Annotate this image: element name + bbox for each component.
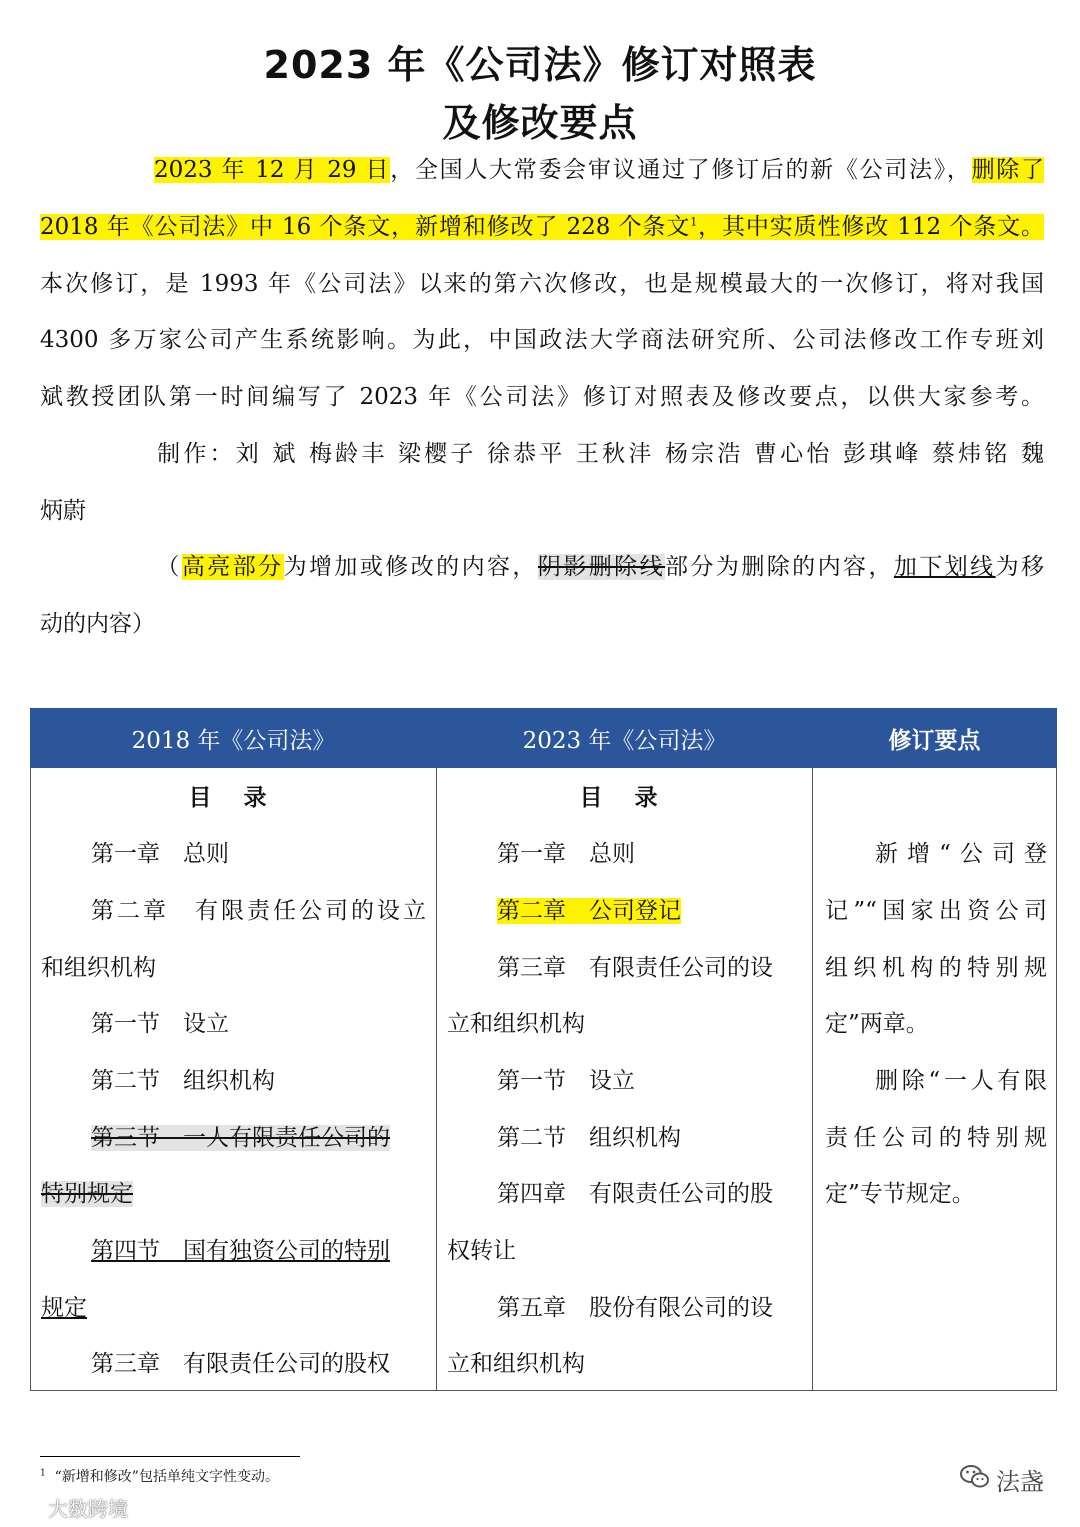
legend-line-2: 动的内容） xyxy=(40,611,155,637)
header-revision-points: 修订要点 xyxy=(813,709,1057,768)
note-line: 记”“国家出资公司 xyxy=(825,898,1047,924)
intro-line-1: 2023 年 12 月 29 日，全国人大常委会审议通过了修订后的新《公司法》，删除了 xyxy=(154,157,1045,183)
footnote-divider xyxy=(40,1456,300,1457)
legend-strike-sample: 阴影删除线 xyxy=(537,554,666,580)
toc-item-moved: 第四节 国有独资公司的特别 xyxy=(91,1238,390,1264)
toc-item: 第三章 有限责任公司的设 xyxy=(497,955,773,981)
watermark-wechat: 法盏 xyxy=(960,1462,1044,1497)
toc-item: 第一章 总则 xyxy=(91,841,229,867)
toc-item: 和组织机构 xyxy=(41,955,156,981)
toc-item: 第一节 设立 xyxy=(91,1011,229,1037)
intro-line-5: 斌教授团队第一时间编写了 2023 年《公司法》修订对照表及修改要点，以供大家参考。 xyxy=(40,384,1044,410)
header-2018: 2018 年《公司法》 xyxy=(31,709,437,768)
toc-item-deleted: 特别规定 xyxy=(41,1181,133,1207)
note-line: 定”两章。 xyxy=(825,1011,929,1037)
toc-item-added: 第二章 公司登记 xyxy=(497,898,681,924)
toc-item: 第三章 有限责任公司的股权 xyxy=(91,1351,390,1377)
toc-item: 第四章 有限责任公司的股 xyxy=(497,1181,773,1207)
legend-highlight-sample: 高亮部分 xyxy=(181,554,284,580)
document-title-line2: 及修改要点 xyxy=(442,101,638,145)
toc-item: 第五章 股份有限公司的设 xyxy=(497,1295,773,1321)
toc-item: 第二章 有限责任公司的设立 xyxy=(91,898,426,924)
toc-heading: 目 录 xyxy=(188,785,279,811)
watermark-weibo: 大数跨境 xyxy=(10,1493,128,1522)
table-row xyxy=(31,768,1057,1391)
toc-item: 第二节 组织机构 xyxy=(91,1068,275,1094)
note-line: 删除“一人有限 xyxy=(875,1068,1047,1094)
note-line: 组织机构的特别规 xyxy=(825,955,1047,981)
legend-underline-sample: 加下划线 xyxy=(893,554,996,580)
toc-item: 第二节 组织机构 xyxy=(497,1125,681,1151)
cell-2018 xyxy=(31,768,437,1391)
cell-2023 xyxy=(437,768,813,1391)
toc-item: 立和组织机构 xyxy=(447,1011,585,1037)
table-header-row xyxy=(31,709,1057,768)
toc-item-deleted: 第三节 一人有限责任公司的 xyxy=(91,1125,390,1151)
toc-item: 第一节 设立 xyxy=(497,1068,635,1094)
footnote-ref: 1 xyxy=(690,215,698,229)
toc-heading: 目 录 xyxy=(579,785,670,811)
toc-item: 权转让 xyxy=(447,1238,516,1264)
legend-line-1: （高亮部分为增加或修改的内容，阴影删除线部分为删除的内容，加下划线为移 xyxy=(154,554,1045,580)
note-line: 责任公司的特别规 xyxy=(825,1125,1047,1151)
footnote: $^1$ “新增和修改”包括单纯文字性变动。 xyxy=(40,1468,279,1485)
toc-item: 第一章 总则 xyxy=(497,841,635,867)
intro-line-4: 4300 多万家公司产生系统影响。为此，中国政法大学商法研究所、公司法修改工作专班刘 xyxy=(40,327,1044,353)
wechat-icon xyxy=(960,1464,990,1496)
toc-item: 立和组织机构 xyxy=(447,1351,585,1377)
toc-item-moved: 规定 xyxy=(41,1295,87,1321)
header-2023: 2023 年《公司法》 xyxy=(437,709,813,768)
highlight-date: 2023 年 12 月 29 日 xyxy=(154,157,391,183)
document-title-line1: 2023 年《公司法》修订对照表 xyxy=(263,43,817,87)
authors-line-1: 制作：刘 斌 梅龄丰 梁樱子 徐恭平 王秋沣 杨宗浩 曹心怡 彭琪峰 蔡炜铭 魏 xyxy=(154,441,1044,467)
intro-line-2: 2018 年《公司法》中 16 个条文，新增和修改了 228 个条文$^1$，其中实质性修改 112 个条文。 xyxy=(40,214,1044,240)
cell-revision-points xyxy=(813,768,1057,1391)
intro-line-3: 本次修订，是 1993 年《公司法》以来的第六次修改，也是规模最大的一次修订，将对我国 xyxy=(40,271,1044,297)
authors-line-2: 炳蔚 xyxy=(40,498,86,524)
note-line: 定”专节规定。 xyxy=(825,1181,975,1207)
comparison-table xyxy=(30,708,1057,1391)
note-line: 新增“公司登 xyxy=(875,841,1047,867)
weibo-icon xyxy=(10,1494,44,1521)
